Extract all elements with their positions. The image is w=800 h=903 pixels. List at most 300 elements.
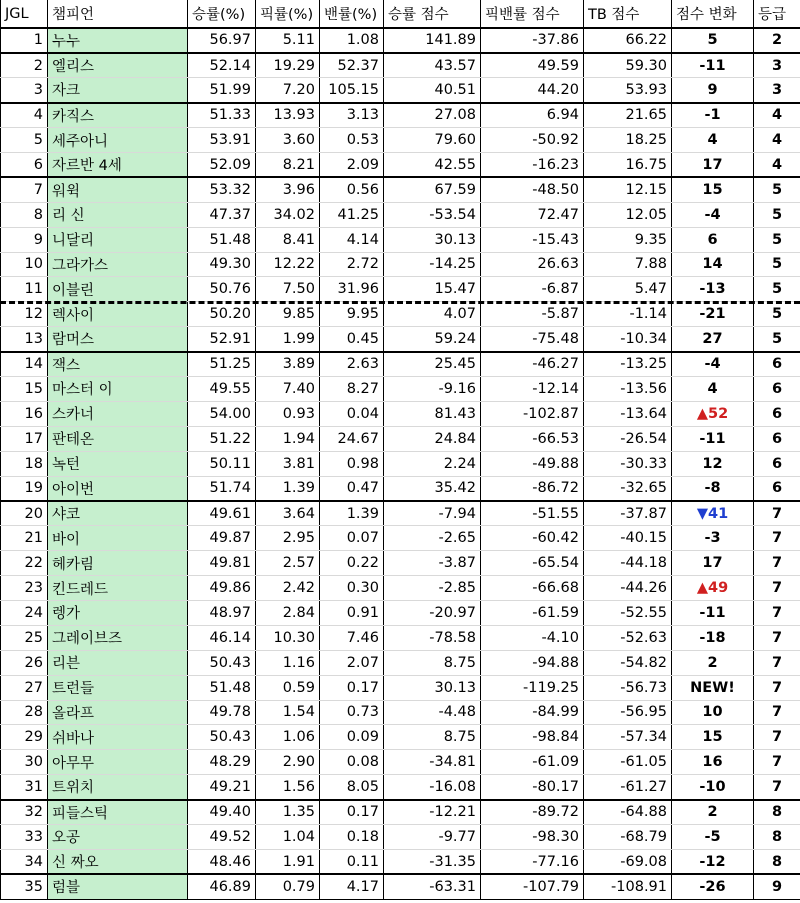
row-win-rate: 50.43: [188, 650, 256, 675]
table-row: [1, 128, 800, 153]
row-grade: 8: [754, 849, 800, 874]
row-win-score: 59.24: [384, 327, 481, 352]
row-grade: 8: [754, 800, 800, 825]
row-pickban-score: 26.63: [481, 252, 584, 277]
row-pick-rate: 2.90: [256, 750, 320, 775]
row-pick-rate: 1.94: [256, 426, 320, 451]
row-win-rate: 54.00: [188, 401, 256, 426]
row-pickban-score: -6.87: [481, 277, 584, 302]
row-champion: 트런들: [48, 675, 188, 700]
row-win-score: 30.13: [384, 675, 481, 700]
row-pick-rate: 1.91: [256, 849, 320, 874]
row-ban-rate: 4.14: [320, 227, 384, 252]
row-grade: 5: [754, 202, 800, 227]
table-row: [1, 551, 800, 576]
row-score-change: -10: [672, 775, 754, 800]
row-win-rate: 52.91: [188, 327, 256, 352]
row-ban-rate: 1.08: [320, 28, 384, 53]
row-jgl: 7: [1, 177, 48, 202]
row-pickban-score: -89.72: [481, 800, 584, 825]
dashed-divider: [0, 301, 800, 304]
row-tb-score: -52.55: [584, 600, 672, 625]
row-champion: 스카너: [48, 401, 188, 426]
header-pick-rate: 픽률(%): [256, 0, 320, 28]
row-win-rate: 49.30: [188, 252, 256, 277]
table-row: [1, 227, 800, 252]
row-win-score: -53.54: [384, 202, 481, 227]
table-row: [1, 625, 800, 650]
row-score-change: -11: [672, 426, 754, 451]
row-jgl: 2: [1, 53, 48, 78]
row-tb-score: -69.08: [584, 849, 672, 874]
row-jgl: 22: [1, 551, 48, 576]
row-win-rate: 50.76: [188, 277, 256, 302]
row-pickban-score: -119.25: [481, 675, 584, 700]
row-champion: 킨드레드: [48, 576, 188, 601]
row-jgl: 21: [1, 526, 48, 551]
row-ban-rate: 0.11: [320, 849, 384, 874]
row-ban-rate: 0.47: [320, 476, 384, 501]
row-win-score: 141.89: [384, 28, 481, 53]
row-tb-score: -61.05: [584, 750, 672, 775]
row-win-score: 43.57: [384, 53, 481, 78]
table-row: [1, 28, 800, 53]
row-pick-rate: 3.64: [256, 501, 320, 526]
row-win-rate: 51.48: [188, 675, 256, 700]
row-tb-score: -68.79: [584, 825, 672, 850]
row-pickban-score: -98.30: [481, 825, 584, 850]
row-ban-rate: 0.45: [320, 327, 384, 352]
row-score-change: -26: [672, 874, 754, 899]
row-pick-rate: 1.16: [256, 650, 320, 675]
row-score-change: -4: [672, 202, 754, 227]
table-row: [1, 501, 800, 526]
row-pick-rate: 1.04: [256, 825, 320, 850]
row-score-change: 9: [672, 78, 754, 103]
row-win-score: 4.07: [384, 302, 481, 327]
row-win-rate: 51.99: [188, 78, 256, 103]
row-jgl: 27: [1, 675, 48, 700]
row-win-score: -12.21: [384, 800, 481, 825]
row-champion: 판테온: [48, 426, 188, 451]
row-score-change: 27: [672, 327, 754, 352]
row-ban-rate: 8.27: [320, 376, 384, 401]
row-grade: 4: [754, 128, 800, 153]
row-score-change: 15: [672, 177, 754, 202]
row-win-score: -4.48: [384, 700, 481, 725]
row-tb-score: 7.88: [584, 252, 672, 277]
row-jgl: 17: [1, 426, 48, 451]
table-row: [1, 650, 800, 675]
row-champion: 샤코: [48, 501, 188, 526]
table-row: [1, 103, 800, 128]
row-ban-rate: 0.07: [320, 526, 384, 551]
table-row: [1, 451, 800, 476]
row-champion: 아이번: [48, 476, 188, 501]
row-champion: 이블린: [48, 277, 188, 302]
row-tb-score: -44.18: [584, 551, 672, 576]
row-ban-rate: 41.25: [320, 202, 384, 227]
row-pickban-score: -4.10: [481, 625, 584, 650]
row-pickban-score: -107.79: [481, 874, 584, 899]
row-score-change: 2: [672, 650, 754, 675]
row-ban-rate: 0.09: [320, 725, 384, 750]
row-pickban-score: -80.17: [481, 775, 584, 800]
row-pick-rate: 3.96: [256, 177, 320, 202]
row-win-rate: 50.11: [188, 451, 256, 476]
row-jgl: 13: [1, 327, 48, 352]
row-jgl: 14: [1, 352, 48, 377]
row-ban-rate: 105.15: [320, 78, 384, 103]
row-pickban-score: -16.23: [481, 152, 584, 177]
row-win-score: -9.77: [384, 825, 481, 850]
row-pick-rate: 1.54: [256, 700, 320, 725]
row-pick-rate: 2.42: [256, 576, 320, 601]
row-win-rate: 49.81: [188, 551, 256, 576]
row-jgl: 32: [1, 800, 48, 825]
row-score-change: 2: [672, 800, 754, 825]
row-pick-rate: 12.22: [256, 252, 320, 277]
row-pick-rate: 2.84: [256, 600, 320, 625]
row-win-rate: 47.37: [188, 202, 256, 227]
row-pickban-score: -46.27: [481, 352, 584, 377]
row-pickban-score: -66.53: [481, 426, 584, 451]
row-tb-score: -13.64: [584, 401, 672, 426]
row-tb-score: -13.56: [584, 376, 672, 401]
row-jgl: 31: [1, 775, 48, 800]
row-win-rate: 51.48: [188, 227, 256, 252]
row-pick-rate: 5.11: [256, 28, 320, 53]
row-ban-rate: 4.17: [320, 874, 384, 899]
row-grade: 6: [754, 476, 800, 501]
row-jgl: 5: [1, 128, 48, 153]
header-win-rate: 승률(%): [188, 0, 256, 28]
row-win-score: -16.08: [384, 775, 481, 800]
row-pickban-score: -77.16: [481, 849, 584, 874]
row-champion: 아무무: [48, 750, 188, 775]
row-tb-score: 66.22: [584, 28, 672, 53]
row-grade: 2: [754, 28, 800, 53]
row-win-score: 15.47: [384, 277, 481, 302]
row-score-change: ▼41: [672, 501, 754, 526]
row-pickban-score: -65.54: [481, 551, 584, 576]
row-grade: 7: [754, 750, 800, 775]
row-champion: 그레이브즈: [48, 625, 188, 650]
row-tb-score: 21.65: [584, 103, 672, 128]
table-row: [1, 700, 800, 725]
row-ban-rate: 0.53: [320, 128, 384, 153]
row-champion: 잭스: [48, 352, 188, 377]
row-tb-score: -61.27: [584, 775, 672, 800]
row-tb-score: -52.63: [584, 625, 672, 650]
row-win-score: 30.13: [384, 227, 481, 252]
row-jgl: 11: [1, 277, 48, 302]
row-pick-rate: 2.57: [256, 551, 320, 576]
row-tb-score: 18.25: [584, 128, 672, 153]
row-pick-rate: 2.95: [256, 526, 320, 551]
row-grade: 6: [754, 426, 800, 451]
row-ban-rate: 0.91: [320, 600, 384, 625]
row-grade: 7: [754, 576, 800, 601]
row-grade: 7: [754, 551, 800, 576]
row-pick-rate: 3.89: [256, 352, 320, 377]
row-jgl: 10: [1, 252, 48, 277]
row-ban-rate: 0.17: [320, 800, 384, 825]
row-jgl: 30: [1, 750, 48, 775]
row-win-rate: 46.89: [188, 874, 256, 899]
row-tb-score: -54.82: [584, 650, 672, 675]
row-ban-rate: 0.30: [320, 576, 384, 601]
row-win-score: 2.24: [384, 451, 481, 476]
row-win-rate: 56.97: [188, 28, 256, 53]
row-grade: 7: [754, 625, 800, 650]
row-score-change: 14: [672, 252, 754, 277]
table-row: [1, 600, 800, 625]
row-jgl: 16: [1, 401, 48, 426]
row-win-rate: 48.97: [188, 600, 256, 625]
row-tb-score: -40.15: [584, 526, 672, 551]
row-grade: 7: [754, 700, 800, 725]
row-ban-rate: 24.67: [320, 426, 384, 451]
row-grade: 7: [754, 501, 800, 526]
row-grade: 7: [754, 600, 800, 625]
row-jgl: 19: [1, 476, 48, 501]
table-row: [1, 800, 800, 825]
row-score-change: 5: [672, 28, 754, 53]
row-ban-rate: 3.13: [320, 103, 384, 128]
row-tb-score: -37.87: [584, 501, 672, 526]
row-win-score: 40.51: [384, 78, 481, 103]
row-champion: 쉬바나: [48, 725, 188, 750]
table-row: [1, 874, 800, 899]
table-row: [1, 78, 800, 103]
header-ban-rate: 밴률(%): [320, 0, 384, 28]
row-win-rate: 49.61: [188, 501, 256, 526]
header-tb-score: TB 점수: [584, 0, 672, 28]
row-tb-score: -10.34: [584, 327, 672, 352]
row-win-rate: 51.74: [188, 476, 256, 501]
row-tb-score: -32.65: [584, 476, 672, 501]
row-win-rate: 49.87: [188, 526, 256, 551]
row-ban-rate: 7.46: [320, 625, 384, 650]
row-ban-rate: 0.08: [320, 750, 384, 775]
row-score-change: 15: [672, 725, 754, 750]
row-champion: 녹턴: [48, 451, 188, 476]
row-pick-rate: 1.99: [256, 327, 320, 352]
table-row: [1, 725, 800, 750]
row-win-rate: 51.25: [188, 352, 256, 377]
row-ban-rate: 8.05: [320, 775, 384, 800]
row-win-score: -31.35: [384, 849, 481, 874]
row-pickban-score: -49.88: [481, 451, 584, 476]
row-win-score: -9.16: [384, 376, 481, 401]
row-pickban-score: -98.84: [481, 725, 584, 750]
row-grade: 7: [754, 775, 800, 800]
row-jgl: 25: [1, 625, 48, 650]
row-ban-rate: 0.56: [320, 177, 384, 202]
row-pickban-score: -50.92: [481, 128, 584, 153]
row-champion: 리 신: [48, 202, 188, 227]
row-score-change: 17: [672, 152, 754, 177]
row-pickban-score: 44.20: [481, 78, 584, 103]
row-jgl: 35: [1, 874, 48, 899]
row-grade: 3: [754, 53, 800, 78]
row-score-change: -13: [672, 277, 754, 302]
row-win-rate: 50.43: [188, 725, 256, 750]
row-win-score: 81.43: [384, 401, 481, 426]
row-pickban-score: 72.47: [481, 202, 584, 227]
row-tb-score: -64.88: [584, 800, 672, 825]
row-ban-rate: 0.17: [320, 675, 384, 700]
table-row: [1, 252, 800, 277]
row-win-rate: 51.33: [188, 103, 256, 128]
row-jgl: 6: [1, 152, 48, 177]
row-champion: 세주아니: [48, 128, 188, 153]
row-win-rate: 53.91: [188, 128, 256, 153]
row-win-score: -78.58: [384, 625, 481, 650]
row-ban-rate: 52.37: [320, 53, 384, 78]
row-pick-rate: 1.56: [256, 775, 320, 800]
row-win-score: 8.75: [384, 650, 481, 675]
row-win-rate: 49.55: [188, 376, 256, 401]
row-ban-rate: 2.63: [320, 352, 384, 377]
row-tb-score: 9.35: [584, 227, 672, 252]
row-champion: 럼블: [48, 874, 188, 899]
row-pick-rate: 3.81: [256, 451, 320, 476]
row-grade: 7: [754, 650, 800, 675]
row-tb-score: 59.30: [584, 53, 672, 78]
header-grade: 등급: [754, 0, 800, 28]
row-pickban-score: -75.48: [481, 327, 584, 352]
row-win-rate: 50.20: [188, 302, 256, 327]
row-jgl: 24: [1, 600, 48, 625]
header-win-score: 승률 점수: [384, 0, 481, 28]
table-row: [1, 202, 800, 227]
row-tb-score: -56.73: [584, 675, 672, 700]
row-win-score: 25.45: [384, 352, 481, 377]
header-jgl: JGL: [1, 0, 48, 28]
table-row: [1, 327, 800, 352]
row-pick-rate: 10.30: [256, 625, 320, 650]
row-win-rate: 52.14: [188, 53, 256, 78]
row-tb-score: 12.05: [584, 202, 672, 227]
row-score-change: -1: [672, 103, 754, 128]
row-grade: 7: [754, 725, 800, 750]
row-win-score: -7.94: [384, 501, 481, 526]
row-win-rate: 48.29: [188, 750, 256, 775]
row-pickban-score: -84.99: [481, 700, 584, 725]
row-grade: 6: [754, 401, 800, 426]
row-champion: 엘리스: [48, 53, 188, 78]
row-pick-rate: 8.21: [256, 152, 320, 177]
table-row: [1, 775, 800, 800]
row-win-score: -3.87: [384, 551, 481, 576]
table-row: [1, 352, 800, 377]
row-ban-rate: 0.22: [320, 551, 384, 576]
row-win-score: -34.81: [384, 750, 481, 775]
row-jgl: 1: [1, 28, 48, 53]
row-tb-score: -108.91: [584, 874, 672, 899]
row-grade: 6: [754, 451, 800, 476]
row-win-score: 79.60: [384, 128, 481, 153]
row-tb-score: 53.93: [584, 78, 672, 103]
row-ban-rate: 2.07: [320, 650, 384, 675]
row-pick-rate: 7.50: [256, 277, 320, 302]
row-ban-rate: 1.39: [320, 501, 384, 526]
row-grade: 5: [754, 177, 800, 202]
row-champion: 오공: [48, 825, 188, 850]
header-champion: 챔피언: [48, 0, 188, 28]
row-tb-score: -13.25: [584, 352, 672, 377]
table-row: [1, 825, 800, 850]
row-tb-score: -30.33: [584, 451, 672, 476]
row-win-rate: 49.86: [188, 576, 256, 601]
row-jgl: 12: [1, 302, 48, 327]
row-win-rate: 48.46: [188, 849, 256, 874]
row-tb-score: -56.95: [584, 700, 672, 725]
row-champion: 렝가: [48, 600, 188, 625]
row-grade: 7: [754, 526, 800, 551]
row-score-change: -12: [672, 849, 754, 874]
table-body: [1, 28, 800, 899]
row-score-change: ▲49: [672, 576, 754, 601]
row-win-rate: 52.09: [188, 152, 256, 177]
row-jgl: 3: [1, 78, 48, 103]
row-win-rate: 51.22: [188, 426, 256, 451]
row-champion: 람머스: [48, 327, 188, 352]
row-score-change: NEW!: [672, 675, 754, 700]
row-tb-score: -44.26: [584, 576, 672, 601]
row-score-change: -8: [672, 476, 754, 501]
row-score-change: 17: [672, 551, 754, 576]
row-pickban-score: -5.87: [481, 302, 584, 327]
row-score-change: 4: [672, 128, 754, 153]
row-win-rate: 46.14: [188, 625, 256, 650]
row-jgl: 29: [1, 725, 48, 750]
row-win-rate: 49.52: [188, 825, 256, 850]
row-score-change: 10: [672, 700, 754, 725]
row-pick-rate: 7.40: [256, 376, 320, 401]
row-grade: 3: [754, 78, 800, 103]
row-pick-rate: 19.29: [256, 53, 320, 78]
row-champion: 마스터 이: [48, 376, 188, 401]
row-pick-rate: 0.93: [256, 401, 320, 426]
row-champion: 자크: [48, 78, 188, 103]
row-score-change: 6: [672, 227, 754, 252]
row-win-score: -2.65: [384, 526, 481, 551]
row-champion: 그라가스: [48, 252, 188, 277]
row-grade: 5: [754, 227, 800, 252]
row-champion: 올라프: [48, 700, 188, 725]
row-ban-rate: 0.73: [320, 700, 384, 725]
row-grade: 8: [754, 825, 800, 850]
row-pickban-score: -86.72: [481, 476, 584, 501]
row-champion: 피들스틱: [48, 800, 188, 825]
row-win-score: -20.97: [384, 600, 481, 625]
row-tb-score: 12.15: [584, 177, 672, 202]
row-grade: 5: [754, 327, 800, 352]
table-row: [1, 401, 800, 426]
row-grade: 4: [754, 152, 800, 177]
row-pickban-score: -51.55: [481, 501, 584, 526]
row-jgl: 23: [1, 576, 48, 601]
row-pick-rate: 9.85: [256, 302, 320, 327]
row-pickban-score: -61.09: [481, 750, 584, 775]
row-tb-score: -1.14: [584, 302, 672, 327]
row-score-change: -5: [672, 825, 754, 850]
row-win-score: -2.85: [384, 576, 481, 601]
row-jgl: 33: [1, 825, 48, 850]
